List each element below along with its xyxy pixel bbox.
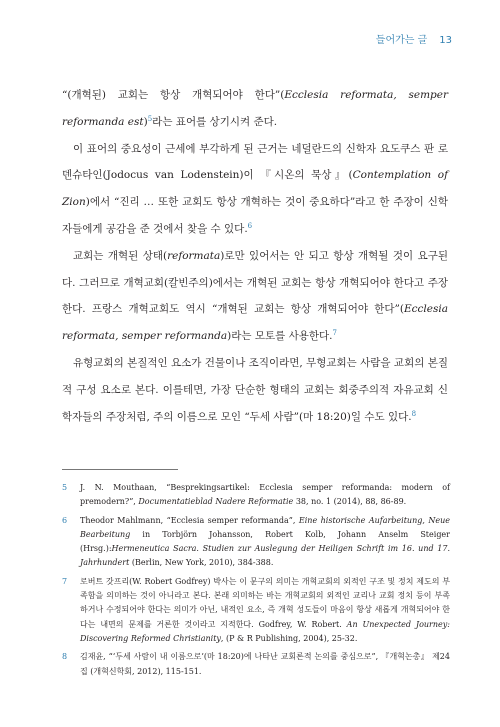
footnote-number: 5: [62, 483, 68, 492]
text-run: 38, no. 1 (2014), 88, 86-89.: [293, 497, 407, 507]
footnote-ref[interactable]: 5: [147, 114, 153, 123]
footnote-ref[interactable]: 8: [411, 409, 417, 418]
latin-term: reformata: [167, 249, 221, 262]
latin-motto: Ecclesia reformata, semper reformanda: [62, 303, 448, 343]
text-run: )로만 있어서는 안 되고 항상 개혁될 것이 요구된다. 그러므로 개혁교회(칼빈주의)에서는 개혁된 교회는 항상 개혁되어야 한다고 주장한다. 프랑스 개혁교회도 역시 “개혁된 교회는 항상 개혁되어야 한다”(: [62, 249, 448, 316]
text-run: J. N. Mouthaan, “Besprekingsartikel: Ecclesia semper reformanda: modern of premodern?”,: [80, 483, 450, 507]
text-run: 이 표어의 중요성이 근세에 부각하게 된 근거는 네덜란드의 신학자 요도쿠스 판 로덴슈타인(Jodocus van Lodenstein)이 『시온의 묵상』(: [62, 142, 448, 182]
footnote-number: 8: [62, 652, 68, 662]
footnote: [62, 514, 450, 571]
book-title: Contemplation of Zion: [62, 169, 448, 209]
text-run: (Berlin, New York, 2010), 384-388.: [129, 558, 274, 568]
book-title: An Unexpected Journey: Discovering Reformed Christianity: [80, 619, 450, 643]
text-run: ): [143, 115, 148, 128]
text-run: )라는 모토를 사용한다.: [227, 330, 333, 343]
text-run: 유형교회의 본질적인 요소가 건물이나 조직이라면, 무형교회는 사람을 교회의 본질적 구성 요소로 본다. 이를테면, 가장 단순한 형태의 교회는 회중주의적 자유교회 신학자들의 주장처럼, 주의 이름으로 모인 “두세 사람”(마 18:20)일 수도 있다.: [62, 356, 448, 423]
footnote: [62, 650, 450, 679]
paragraph: [62, 350, 448, 430]
paragraph: [62, 136, 448, 243]
text-run: 김재윤, “‘두세 사람이 내 이름으로’(마 18:20)에 나타난 교회론적 논의를 중심으로”, 『개혁논총』 제24집 (개혁신학회, 2012), 115-151.: [80, 652, 450, 676]
text-run: Theodor Mahlmann, “Ecclesia semper reformanda”,: [80, 515, 299, 525]
footnote-number: 6: [62, 515, 68, 525]
footnote-divider: [62, 469, 178, 470]
page-number: 13: [439, 35, 452, 46]
main-text: [62, 82, 448, 430]
paragraph: [62, 82, 448, 136]
paragraph: [62, 243, 448, 350]
text-run: in Torbjörn Johansson, Robert Kolb, Johann Anselm Steiger (Hrsg.):: [80, 529, 450, 554]
text-run: 로버트 갓프리(W. Robert Godfrey) 박사는 이 문구의 의미는 개혁교회의 외적인 구조 및 정치 제도의 부족함을 의미하는 것이 아니라고 본다. 본래 의미하는 바는 개혁교회의 외적인 교리나 교회 정치 등이 부족하거나 수정되어야 한다는 의미가 아닌, 내적인 요소, 즉 개혁 성도들이 마음이 항상 새롭게 개혁되어야 한다는 내면의 문제를 거론한 것이라고 지적한다. Godfrey, W. Robert.: [80, 576, 450, 629]
text-run: 교회는 개혁된 상태(: [73, 249, 168, 262]
text-run: “(개혁된) 교회는 항상 개혁되어야 한다”(: [62, 89, 285, 101]
text-run: , (P & R Publishing, 2004), 25-32.: [220, 633, 358, 643]
work-title: Eine historische Aufarbeitung, Neue Bearbeitung: [80, 515, 450, 539]
footnote-ref[interactable]: 7: [332, 329, 337, 338]
footnotes: [62, 481, 450, 683]
footnote: [62, 575, 450, 646]
chapter-title: 들어가는 글: [375, 35, 428, 46]
running-header: [376, 31, 452, 46]
footnote-number: 7: [62, 576, 68, 586]
journal-title: Documentatieblad Nadere Reformatie: [138, 497, 294, 507]
footnote-ref[interactable]: 6: [247, 221, 253, 230]
latin-motto: Ecclesia reformata, semper reformanda est: [62, 89, 448, 128]
text-run: 라는 표어를 상기시켜 준다.: [152, 115, 278, 128]
text-run: )에서 “진리 … 또한 교회도 항상 개혁하는 것이 중요하다”라고 한 주장이 신학자들에게 공감을 준 것에서 찾을 수 있다.: [62, 196, 448, 235]
book-title: Hermeneutica Sacra. Studien zur Auslegung der Heiligen Schrift im 16. und 17. Jahrhundert: [80, 544, 450, 568]
footnote: [62, 481, 450, 510]
